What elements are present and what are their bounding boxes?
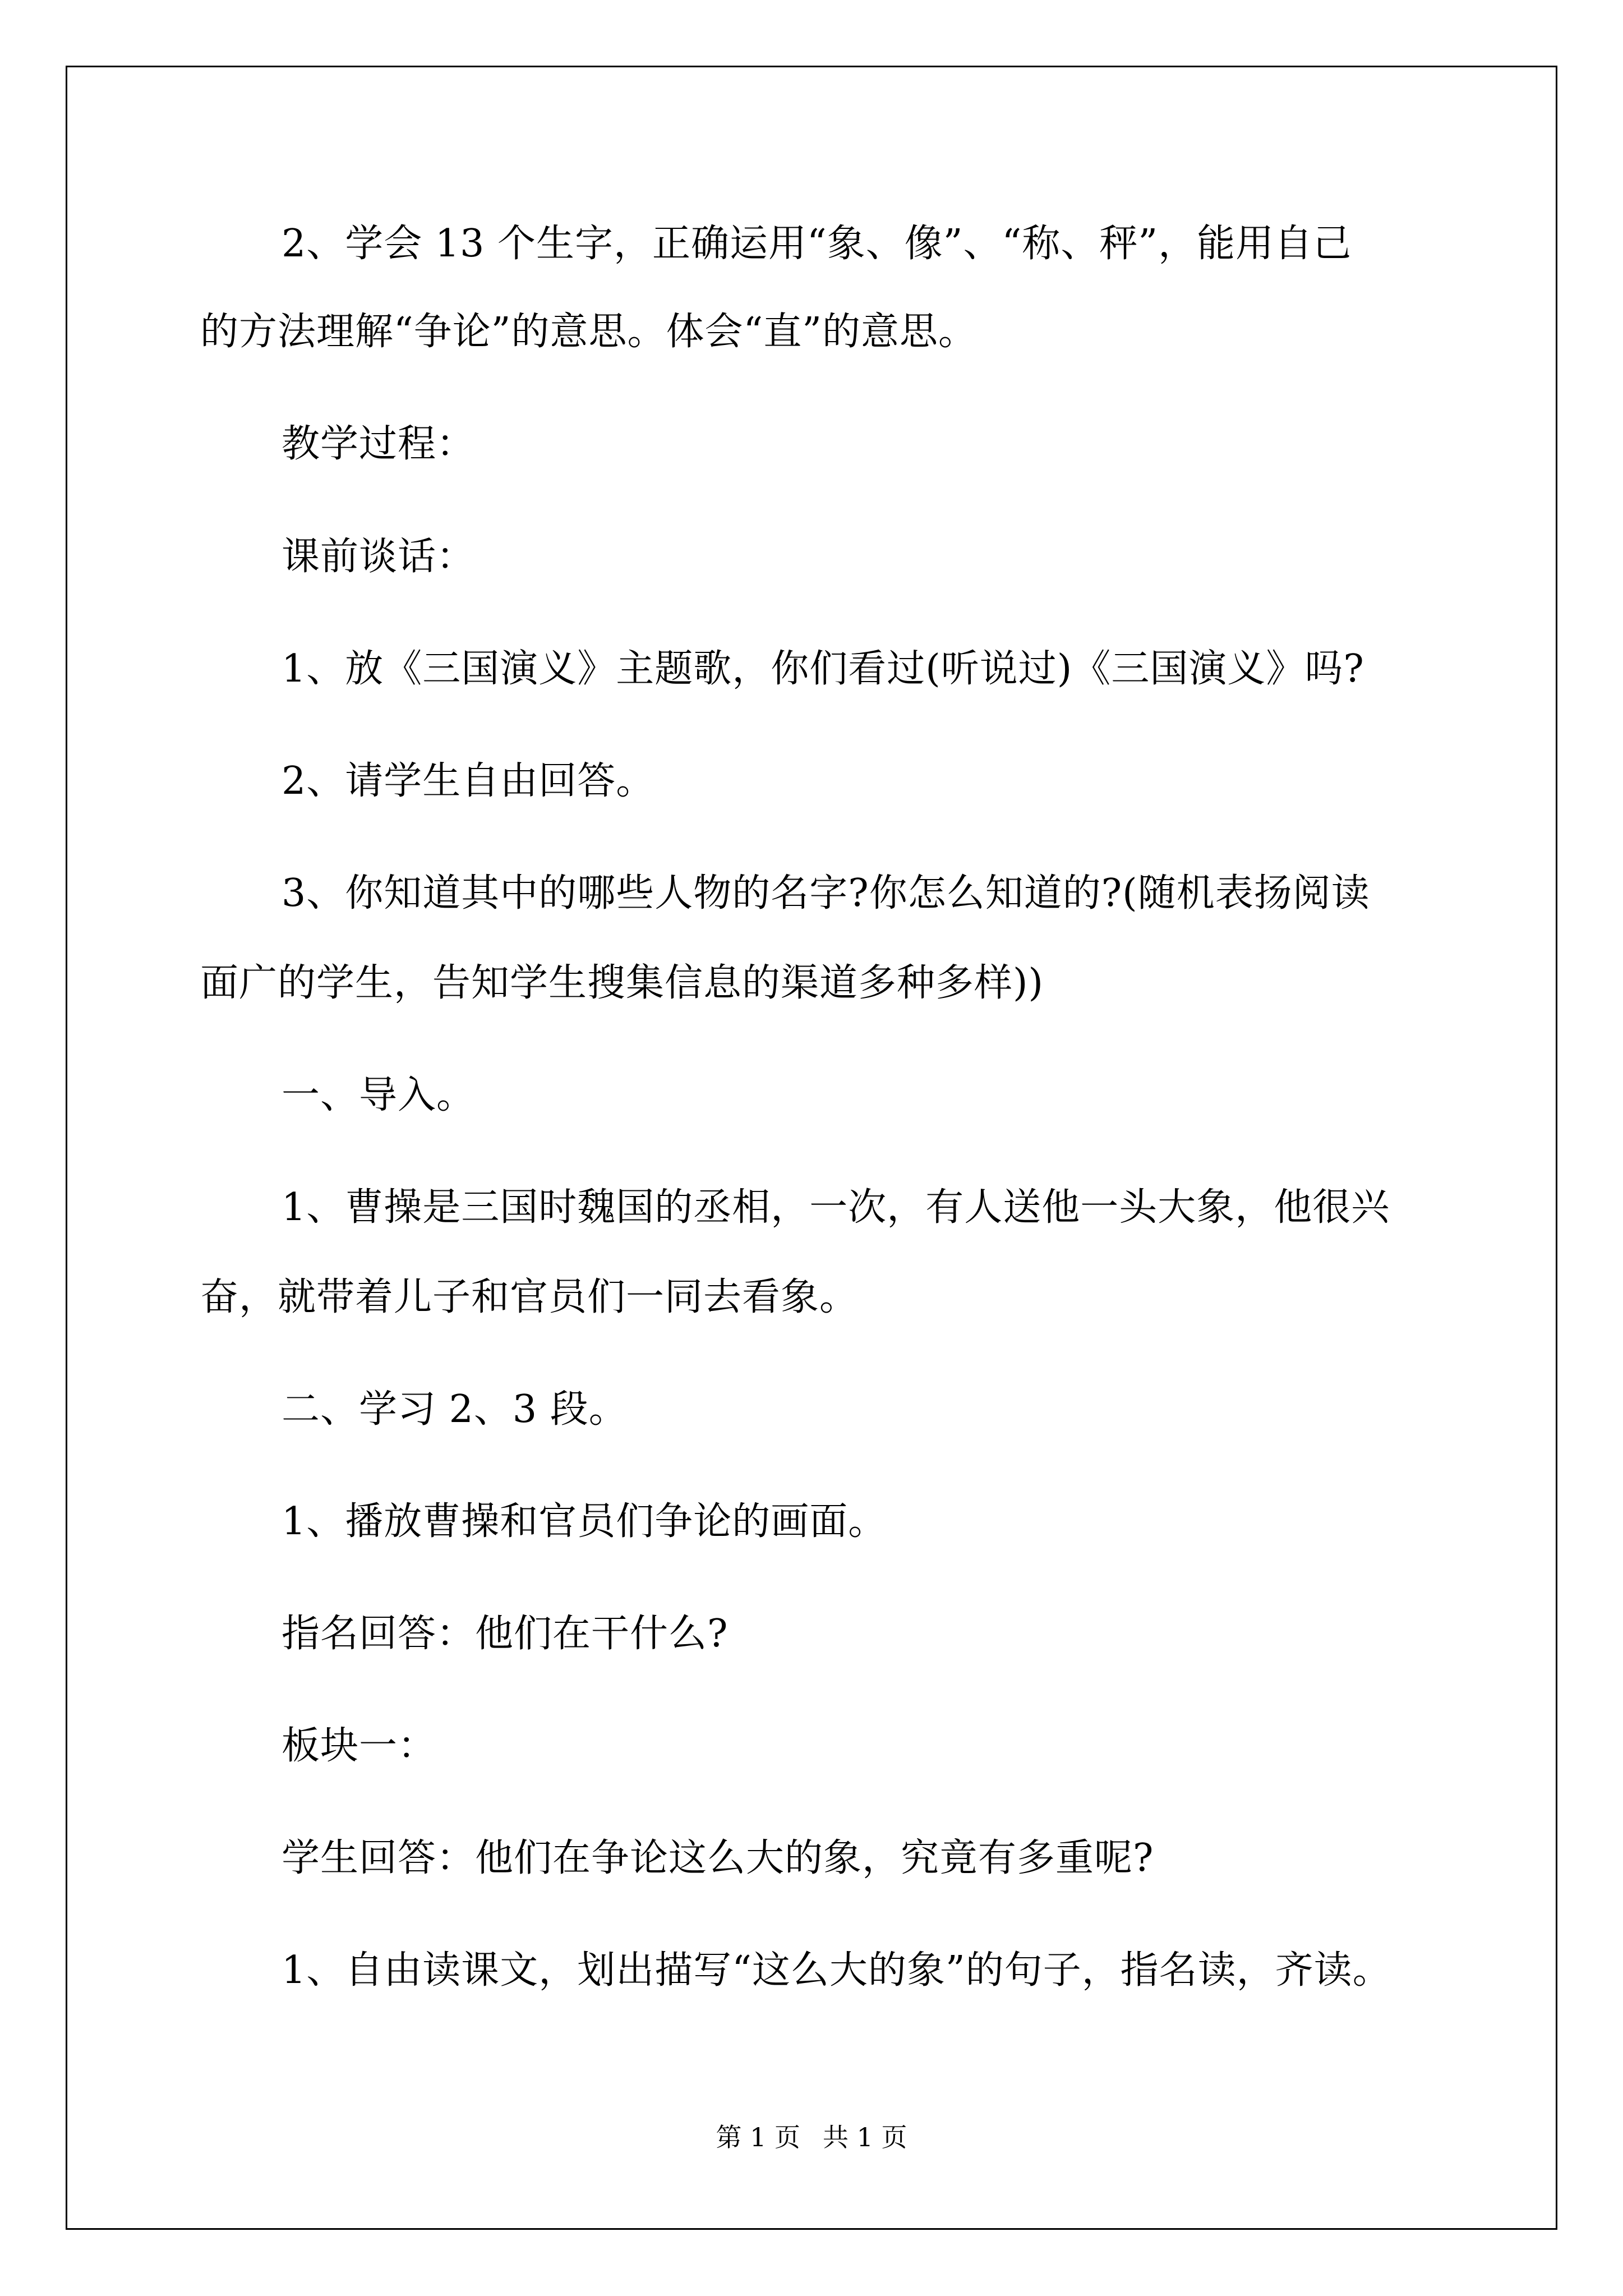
section-heading: 二、学习 2、3 段。	[282, 1387, 628, 1432]
paragraph-line: 2、学会 13 个生字，正确运用“象、像”、“称、秤”，能用自己	[282, 222, 1352, 266]
page-number-total: 共 1 页	[823, 2122, 907, 2152]
paragraph-line: 3、你知道其中的哪些人物的名字?你怎么知道的?(随机表扬阅读	[282, 871, 1370, 915]
page-number-current: 第 1 页	[716, 2122, 800, 2152]
section-heading: 课前谈话：	[282, 535, 476, 579]
paragraph-line: 2、请学生自由回答。	[282, 759, 655, 803]
section-heading: 教学过程：	[282, 422, 476, 466]
section-heading: 一、导入。	[282, 1073, 476, 1117]
paragraph-line: 1、放《三国演义》主题歌，你们看过(听说过)《三国演义》吗?	[282, 647, 1364, 691]
paragraph-line: 指名回答：他们在干什么?	[282, 1612, 728, 1656]
paragraph-line: 的方法理解“争论”的意思。体会“直”的意思。	[200, 310, 978, 354]
paragraph-line: 1、曹操是三国时魏国的丞相，一次，有人送他一头大象，他很兴	[282, 1185, 1390, 1230]
page-border	[66, 66, 1557, 2230]
paragraph-line: 1、播放曹操和官员们争论的画面。	[282, 1499, 887, 1544]
paragraph-line: 面广的学生，告知学生搜集信息的渠道多种多样))	[200, 961, 1044, 1005]
section-heading: 板块一：	[282, 1724, 437, 1768]
page-footer	[0, 2120, 1623, 2154]
paragraph-line: 奋，就带着儿子和官员们一同去看象。	[200, 1275, 859, 1319]
paragraph-line: 1、自由读课文，划出描写“这么大的象”的句子，指名读，齐读。	[282, 1948, 1391, 1993]
paragraph-line: 学生回答：他们在争论这么大的象，究竟有多重呢?	[282, 1836, 1154, 1880]
